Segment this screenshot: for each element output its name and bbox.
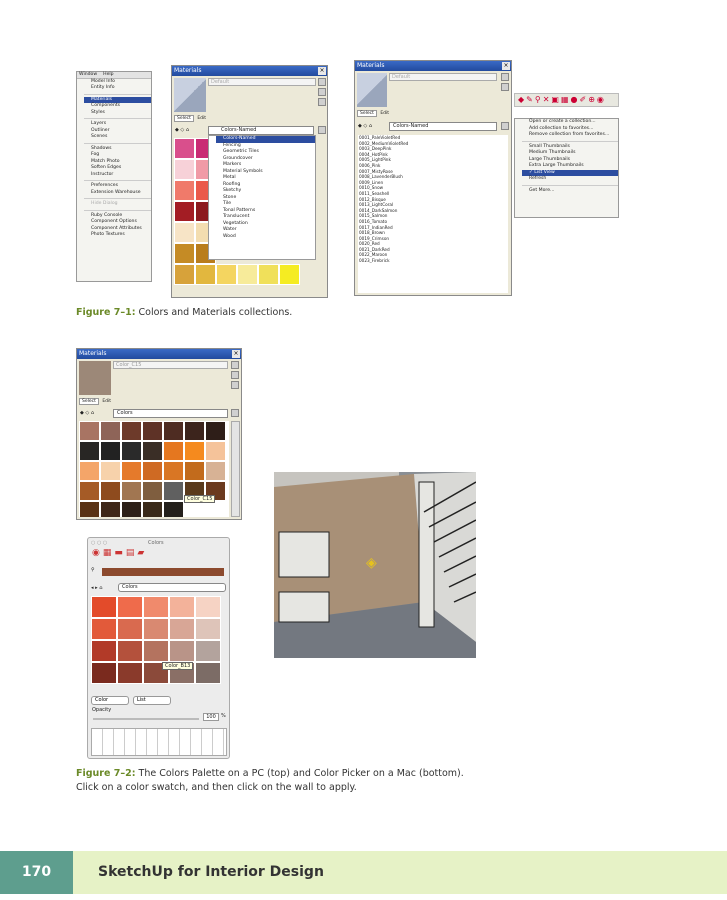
collection-item[interactable]: Vegetation: [223, 220, 248, 226]
context-menu-item[interactable]: Refresh: [529, 176, 547, 181]
create-material-icon[interactable]: [501, 73, 509, 81]
window-menu-item[interactable]: Component Options: [91, 219, 137, 224]
color-swatch[interactable]: [91, 596, 117, 618]
page-footer: [0, 851, 727, 894]
collection-items: [209, 136, 315, 239]
caption-text-2: Click on a color swatch, and then click on the wall to apply.: [76, 781, 357, 793]
search-icon[interactable]: ⚲: [91, 567, 95, 573]
caption-text: Colors and Materials collections.: [138, 307, 293, 318]
color-swatch[interactable]: [174, 159, 195, 180]
current-color-well[interactable]: [102, 568, 224, 576]
create-material-icon[interactable]: [318, 78, 326, 86]
opacity-unit: %: [221, 713, 226, 719]
collection-item[interactable]: Roofing: [223, 181, 241, 187]
opacity-slider[interactable]: [93, 718, 199, 720]
window-menu-item[interactable]: Components: [91, 103, 121, 108]
close-icon[interactable]: ×: [319, 67, 325, 74]
color-swatch[interactable]: [121, 501, 142, 517]
window-menu-item[interactable]: Ruby Console: [91, 212, 123, 218]
color-swatch[interactable]: [79, 421, 100, 441]
menu-separator: [522, 183, 618, 186]
collection-item[interactable]: Translucent: [223, 214, 250, 219]
material-name-field[interactable]: Default: [208, 78, 316, 86]
collection-item[interactable]: Sketchy: [223, 188, 242, 193]
color-swatch[interactable]: [121, 481, 142, 501]
window-menu-item[interactable]: Photo Textures: [91, 232, 125, 237]
mac-color-picker: [87, 537, 230, 759]
pc-materials-window: [76, 348, 242, 520]
details-context-menu: [514, 118, 619, 218]
default-material-icon[interactable]: [318, 98, 326, 106]
color-swatch[interactable]: [169, 596, 195, 618]
menu-separator: [84, 141, 151, 144]
material-list-item[interactable]: 0008_LavenderBlush: [359, 174, 403, 180]
color-swatch[interactable]: [184, 421, 205, 441]
sample-paint-icon[interactable]: [501, 83, 509, 91]
color-swatch[interactable]: [163, 421, 184, 441]
window-menu-item[interactable]: Outliner: [91, 127, 110, 133]
color-swatch[interactable]: [100, 461, 121, 481]
title-bar: [77, 349, 241, 359]
color-swatch[interactable]: [195, 662, 221, 684]
window-menu-item[interactable]: Hide Dialog: [91, 201, 118, 206]
menubar-item[interactable]: Window: [79, 72, 98, 77]
details-arrow-icon[interactable]: [501, 122, 509, 130]
color-swatch[interactable]: [121, 421, 142, 441]
color-swatch[interactable]: [79, 441, 100, 461]
color-swatch[interactable]: [91, 662, 117, 684]
collection-dropdown[interactable]: Colors-Named: [208, 126, 314, 135]
mode-icons[interactable]: ◉▦▬▤▰: [92, 548, 148, 558]
window-title: Materials: [357, 62, 385, 69]
color-swatch[interactable]: [174, 243, 195, 264]
opacity-label: Opacity: [92, 707, 112, 713]
collection-item[interactable]: Geometric Tiles: [223, 149, 259, 154]
sample-paint-icon[interactable]: [318, 88, 326, 96]
color-swatch[interactable]: [174, 222, 195, 243]
tab-edit[interactable]: Edit: [380, 111, 390, 116]
color-swatch[interactable]: [237, 264, 258, 285]
color-swatch[interactable]: [169, 640, 195, 662]
color-swatch[interactable]: [142, 421, 163, 441]
title-bar: [355, 61, 511, 71]
figure-caption-1: [76, 306, 292, 320]
color-swatch[interactable]: [195, 640, 221, 662]
color-swatch[interactable]: [205, 421, 226, 441]
material-list-item[interactable]: 0001_PaleVioletRed: [359, 135, 401, 140]
menu-separator: [84, 208, 151, 211]
color-swatch[interactable]: [142, 461, 163, 481]
material-list-item[interactable]: 0003_DeepPink: [359, 146, 392, 152]
tab-bar: [79, 399, 113, 404]
window-menu: [76, 71, 152, 282]
sample-paint-icon[interactable]: [231, 371, 239, 379]
context-menu-item[interactable]: Small Thumbnails: [529, 143, 570, 149]
color-swatch[interactable]: [184, 441, 205, 461]
color-swatch[interactable]: [117, 618, 143, 640]
material-preview: [357, 73, 387, 107]
color-swatch[interactable]: [205, 441, 226, 461]
details-arrow-icon[interactable]: [231, 409, 239, 417]
color-swatch[interactable]: [184, 461, 205, 481]
color-swatch[interactable]: [100, 481, 121, 501]
material-list-item[interactable]: 0009_Linen: [359, 179, 384, 185]
material-list-item[interactable]: 0010_Snow: [359, 185, 384, 191]
window-menu-item[interactable]: Fog: [91, 152, 100, 157]
window-menu-item[interactable]: Instructor: [91, 171, 114, 177]
color-swatch[interactable]: [143, 596, 169, 618]
menu-separator: [84, 116, 151, 119]
window-title: Materials: [79, 350, 107, 357]
material-name-field[interactable]: Default: [389, 73, 497, 81]
close-icon[interactable]: ×: [233, 350, 239, 357]
collection-dropdown[interactable]: Colors: [118, 583, 226, 592]
color-swatch[interactable]: [100, 421, 121, 441]
nav-icons[interactable]: ◂ ▸ ⌂: [91, 585, 103, 591]
swatch-tooltip: Color_B13: [162, 662, 193, 670]
swatch-tooltip: Color_C15: [184, 495, 215, 503]
materials-window-a: [171, 65, 328, 298]
toolbar-icons[interactable]: ◆✎⚲✕▣▦●✐⊕◉: [518, 95, 606, 104]
room-render: [274, 472, 476, 658]
caption-text: The Colors Palette on a PC (top) and Color Picker on a Mac (bottom).: [138, 768, 464, 779]
material-list-item[interactable]: 0017_IndianRed: [359, 224, 393, 230]
context-items: [515, 119, 618, 193]
color-swatch[interactable]: [169, 618, 195, 640]
view-select[interactable]: [133, 696, 171, 705]
color-swatch[interactable]: [195, 596, 221, 618]
color-swatch[interactable]: [174, 201, 195, 222]
material-list-item[interactable]: 0004_HotPink: [359, 151, 388, 157]
collection-item[interactable]: Tonal Patterns: [223, 207, 256, 213]
color-swatch[interactable]: [100, 441, 121, 461]
room-illustration: [274, 472, 476, 658]
color-swatch[interactable]: [279, 264, 300, 285]
color-swatch[interactable]: [205, 461, 226, 481]
color-swatch[interactable]: [121, 441, 142, 461]
color-swatch[interactable]: [163, 501, 184, 517]
color-swatch[interactable]: [258, 264, 279, 285]
collection-dropdown[interactable]: Colors-Named: [389, 122, 497, 131]
material-list-item[interactable]: 0012_Bisque: [359, 196, 386, 202]
color-swatch[interactable]: [143, 618, 169, 640]
color-swatch[interactable]: [174, 138, 195, 159]
collection-item[interactable]: Wood: [223, 233, 236, 239]
caption-label: Figure 7–2:: [76, 768, 136, 779]
color-swatch[interactable]: [143, 640, 169, 662]
window-menu-item[interactable]: Model Info: [91, 78, 115, 84]
material-list-item[interactable]: 0002_MediumVioletRed: [359, 140, 409, 146]
window-menu-items: [77, 78, 151, 237]
color-swatch[interactable]: [142, 481, 163, 501]
material-list-item[interactable]: 0020_Red: [359, 241, 380, 247]
mode-label: Color: [95, 697, 109, 703]
material-list-item[interactable]: 0011_Seashell: [359, 190, 390, 196]
close-icon[interactable]: ×: [503, 62, 509, 69]
mode-select[interactable]: [91, 696, 129, 705]
material-list-item[interactable]: 0018_Brown: [359, 230, 385, 236]
view-label: List: [137, 697, 146, 703]
material-list-item[interactable]: 0006_Pink: [359, 162, 381, 168]
traffic-lights[interactable]: ○ ○ ○: [91, 540, 108, 546]
details-arrow-icon[interactable]: [318, 126, 326, 134]
window-menu-item[interactable]: Preferences: [91, 183, 119, 188]
material-preview: [174, 78, 206, 112]
material-list-item[interactable]: 0019_Crimson: [359, 235, 390, 241]
collection-item[interactable]: Material Symbols: [223, 168, 263, 174]
collection-item[interactable]: Fencing: [223, 142, 241, 148]
window-title: Colors: [148, 540, 164, 546]
material-list-item[interactable]: 0015_Salmon: [359, 213, 388, 219]
material-name-field[interactable]: Color_C15: [113, 361, 228, 369]
tab-select[interactable]: Select: [79, 398, 99, 405]
context-menu-item[interactable]: Add collection to favorites...: [529, 125, 594, 131]
menu-separator: [522, 139, 618, 142]
window-menu-item[interactable]: Component Attributes: [91, 225, 142, 231]
color-swatch[interactable]: [91, 618, 117, 640]
tab-bar: [174, 116, 208, 121]
custom-swatches[interactable]: [91, 728, 227, 756]
material-list-item[interactable]: 0014_DarkSalmon: [359, 207, 398, 213]
material-list-item[interactable]: 0023_Firebrick: [359, 258, 390, 264]
material-list-item[interactable]: 0005_LightPink: [359, 157, 391, 163]
color-swatch[interactable]: [79, 501, 100, 517]
collection-item[interactable]: Metal: [223, 175, 236, 180]
color-swatch[interactable]: [117, 640, 143, 662]
collection-item[interactable]: Markers: [223, 162, 242, 167]
material-list-item[interactable]: 0016_Tomato: [359, 218, 388, 224]
context-menu-item[interactable]: Medium Thumbnails: [529, 150, 576, 155]
window-menu-item[interactable]: Materials: [84, 97, 151, 104]
color-swatch[interactable]: [174, 264, 195, 285]
materials-window-b: [354, 60, 512, 296]
color-swatch[interactable]: [216, 264, 237, 285]
color-swatch[interactable]: [121, 461, 142, 481]
collection-item[interactable]: Tile: [223, 201, 232, 206]
window-title: Materials: [174, 67, 202, 74]
color-swatch[interactable]: [117, 662, 143, 684]
color-swatch[interactable]: [174, 180, 195, 201]
scrollbar[interactable]: [231, 421, 240, 517]
context-menu-item[interactable]: Extra Large Thumbnails: [529, 163, 584, 168]
tab-select[interactable]: Select: [174, 115, 194, 122]
title-bar: [172, 66, 327, 76]
color-swatch[interactable]: [195, 618, 221, 640]
context-menu-item[interactable]: Remove collection from favorites...: [529, 132, 610, 137]
collection-dropdown[interactable]: Colors: [113, 409, 228, 418]
context-menu-item[interactable]: Open or create a collection...: [529, 119, 596, 124]
color-swatch[interactable]: [100, 501, 121, 517]
material-list-item[interactable]: 0022_Maroon: [359, 252, 388, 258]
collection-item[interactable]: Colors-Named: [216, 136, 315, 143]
window-menu-item[interactable]: Shadows: [91, 145, 112, 151]
color-swatch[interactable]: [195, 264, 216, 285]
material-list-item[interactable]: 0013_LightCoral: [359, 202, 394, 208]
color-swatch[interactable]: [142, 441, 163, 461]
tab-bar: [357, 111, 391, 116]
menu-separator: [84, 92, 151, 95]
collection-item[interactable]: Groundcover: [223, 155, 253, 161]
color-swatch[interactable]: [79, 481, 100, 501]
collection-item[interactable]: Water: [223, 227, 237, 232]
context-menu-item[interactable]: ✓ List View: [522, 170, 618, 177]
color-swatch[interactable]: [117, 596, 143, 618]
menubar-item[interactable]: Help: [103, 72, 114, 77]
material-list-item[interactable]: 0021_DarkRed: [359, 246, 390, 252]
paint-bucket-icon: ◈: [366, 555, 377, 571]
window-menu-item[interactable]: Styles: [91, 109, 105, 115]
collection-list: [208, 135, 316, 260]
nav-icons[interactable]: ◆ ◇ ⌂: [358, 123, 373, 129]
material-list-item[interactable]: 0007_MistyRose: [359, 168, 393, 174]
window-menu-item[interactable]: Entity Info: [91, 85, 115, 90]
color-swatch[interactable]: [163, 441, 184, 461]
window-menu-item[interactable]: Scenes: [91, 134, 108, 139]
color-swatch[interactable]: [163, 461, 184, 481]
material-preview: [79, 361, 111, 395]
context-menu-item[interactable]: Get More...: [529, 187, 555, 193]
page-number: 170: [0, 851, 73, 894]
swatch-row: [174, 264, 324, 285]
collection-item[interactable]: Stone: [223, 194, 237, 200]
menu-separator: [84, 196, 151, 199]
create-material-icon[interactable]: [231, 361, 239, 369]
window-menu-item[interactable]: Match Photo: [91, 158, 120, 164]
window-menu-item[interactable]: Extension Warehouse: [91, 189, 141, 195]
swatch-grid: [91, 596, 223, 686]
color-swatch[interactable]: [79, 461, 100, 481]
nav-icons[interactable]: ◆ ◇ ⌂: [80, 410, 95, 416]
book-title: SketchUp for Interior Design: [98, 864, 324, 880]
menu-separator: [84, 178, 151, 181]
color-swatch[interactable]: [142, 501, 163, 517]
tab-select[interactable]: Select: [357, 110, 377, 117]
context-menu-item[interactable]: Large Thumbnails: [529, 156, 571, 162]
window-menu-item[interactable]: Layers: [91, 121, 107, 126]
window-menu-item[interactable]: Soften Edges: [91, 165, 122, 170]
material-list: [358, 135, 508, 293]
color-swatch[interactable]: [91, 640, 117, 662]
default-material-icon[interactable]: [231, 381, 239, 389]
tab-edit[interactable]: Edit: [197, 116, 207, 121]
caption-label: Figure 7–1:: [76, 307, 136, 318]
color-swatch[interactable]: [163, 481, 184, 501]
opacity-value[interactable]: 100: [203, 713, 219, 721]
nav-icons[interactable]: ◆ ◇ ⌂: [175, 127, 190, 133]
tab-edit[interactable]: Edit: [102, 399, 112, 404]
figure-caption-2: [76, 767, 676, 794]
